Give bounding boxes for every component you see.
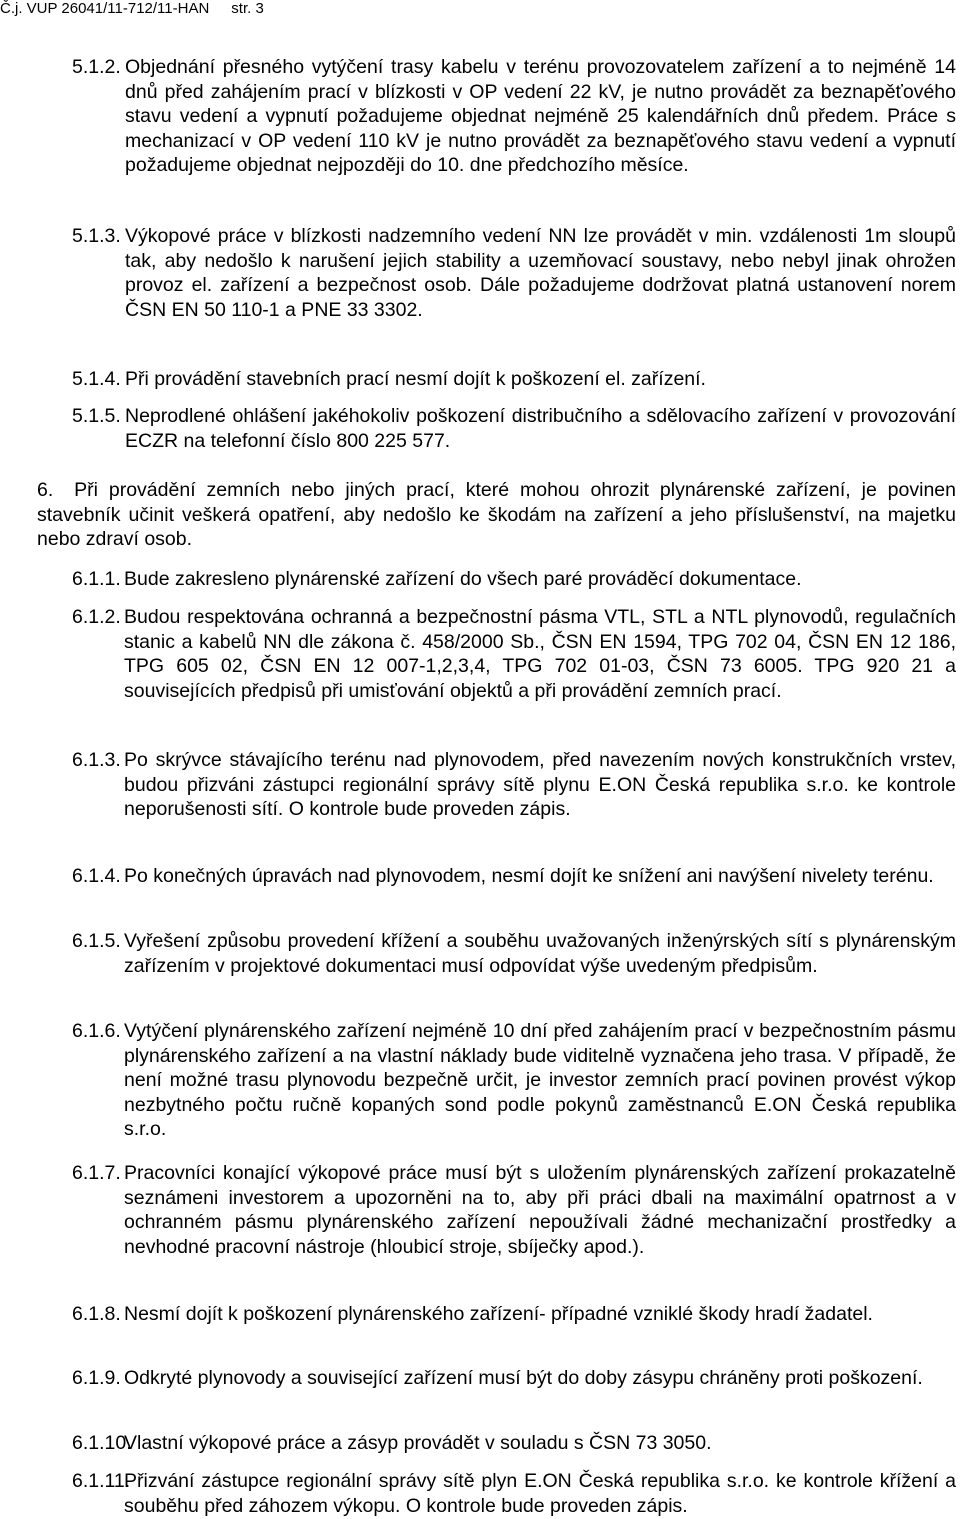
paragraph-text: Vyřešení způsobu provedení křížení a souběhu uvažovaných inženýrských sítí s plynárenským zařízením v projektové dokumentaci musí odpovídat výše uvedeným předpisům. (124, 930, 956, 977)
paragraph-5-1-5 (72, 404, 956, 453)
paragraph-text: Pracovníci konající výkopové práce musí být s uložením plynárenských zařízení prokazatelně seznámeni investorem a upozorněni na to, aby při práci dbali na maximální opatrnost a v ochranném pásmu plynárenského zařízení nepoužívali žádné mechanizační prostředky a nevhodné pracovní nástroje (hloubicí stroje, sbíječky apod.). (124, 1162, 956, 1258)
page-number: str. 3 (231, 0, 264, 17)
paragraph-text: Přizvání zástupce regionální správy sítě plyn E.ON Česká republika s.r.o. ke kontrole křížení a souběhu před záhozem výkopu. O kontrole bude proveden zápis. (124, 1470, 956, 1517)
section-6 (37, 478, 956, 552)
paragraph-number: 5.1.2. (72, 56, 121, 78)
paragraph-6-1-7 (72, 1161, 956, 1259)
paragraph-number: 6.1.5. (72, 930, 121, 952)
paragraph-number: 5.1.5. (72, 405, 121, 427)
paragraph-number: 6.1.1. (72, 568, 121, 590)
paragraph-number: 6.1.2. (72, 606, 121, 628)
paragraph-text: Objednání přesného vytýčení trasy kabelu v terénu provozovatelem zařízení a to nejméně 14 dnů před zahájením prací v blízkosti v OP vedení 22 kV, je nutno provádět za beznapěťového stavu vedení a vypnutí požadujeme objednat nejméně 25 kalendářních dnů předem. Práce s mechanizací v OP vedení 110 kV je nutno provádět za beznapěťového stavu vedení a vypnutí požadujeme objednat nejpozději do 10. dne předchozího měsíce. (125, 56, 956, 177)
paragraph-number: 6.1.3. (72, 749, 121, 771)
paragraph-text: Odkryté plynovody a související zařízení musí být do doby zásypu chráněny proti poškození. (124, 1367, 923, 1389)
paragraph-6-1-11 (72, 1469, 956, 1518)
section-text: Při provádění zemních nebo jiných prací, které mohou ohrozit plynárenské zařízení, je povinen stavebník učinit veškerá opatření, aby nedošlo ke škodám na zařízení a jeho příslušenství, na majetku nebo zdraví osob. (37, 479, 956, 551)
paragraph-6-1-9 (72, 1366, 956, 1391)
paragraph-number: 6.1.10. (72, 1432, 132, 1454)
paragraph-5-1-4 (72, 367, 956, 392)
paragraph-5-1-2 (72, 55, 956, 178)
paragraph-number: 6.1.6. (72, 1020, 121, 1042)
paragraph-6-1-10 (72, 1431, 956, 1456)
paragraph-number: 5.1.4. (72, 368, 121, 390)
document-reference: Č.j. VUP 26041/11-712/11-HAN (0, 0, 210, 17)
paragraph-text: Budou respektována ochranná a bezpečnostní pásma VTL, STL a NTL plynovodů, regulačních stanic a kabelů NN dle zákona č. 458/2000 Sb., ČSN EN 1594, TPG 702 04, ČSN EN 12 186, TPG 605 02, ČSN EN 12 007-1,2,3,4, TPG 702 01-03, ČSN 73 6005. TPG 920 21 a souvisejících předpisů při umisťování objektů a při provádění zemních prací. (124, 606, 956, 702)
paragraph-number: 6.1.11. (72, 1470, 131, 1492)
paragraph-6-1-3 (72, 748, 956, 822)
paragraph-number: 5.1.3. (72, 225, 121, 247)
paragraph-number: 6.1.9. (72, 1367, 121, 1389)
paragraph-text: Po konečných úpravách nad plynovodem, nesmí dojít ke snížení ani navýšení nivelety terénu. (124, 865, 934, 887)
paragraph-text: Neprodlené ohlášení jakéhokoliv poškození distribučního a sdělovacího zařízení v provozování ECZR na telefonní číslo 800 225 577. (125, 405, 956, 452)
paragraph-text: Výkopové práce v blízkosti nadzemního vedení NN lze provádět v min. vzdálenosti 1m sloupů tak, aby nedošlo k narušení jejich stability a uzemňovací soustavy, nebo nebyl jinak ohrožen provoz el. zařízení a bezpečnost osob. Dále požadujeme dodržovat platná ustanovení norem ČSN EN 50 110-1 a PNE 33 3302. (125, 225, 956, 321)
section-number: 6. (37, 479, 54, 501)
page-header (0, 0, 264, 18)
paragraph-6-1-1 (72, 567, 956, 592)
paragraph-6-1-4 (72, 864, 956, 889)
paragraph-text: Po skrývce stávajícího terénu nad plynovodem, před navezením nových konstrukčních vrstev, budou přizváni zástupci regionální správy sítě plynu E.ON Česká republika s.r.o. ke kontrole neporušenosti sítí. O kontrole bude proveden zápis. (124, 749, 956, 821)
paragraph-number: 6.1.4. (72, 865, 121, 887)
paragraph-text: Vlastní výkopové práce a zásyp provádět v souladu s ČSN 73 3050. (124, 1432, 712, 1454)
paragraph-text: Bude zakresleno plynárenské zařízení do všech paré prováděcí dokumentace. (124, 568, 802, 590)
paragraph-number: 6.1.8. (72, 1303, 121, 1325)
paragraph-text: Nesmí dojít k poškození plynárenského zařízení- případné vzniklé škody hradí žadatel. (124, 1303, 873, 1325)
paragraph-text: Při provádění stavebních prací nesmí dojít k poškození el. zařízení. (125, 368, 706, 390)
paragraph-text: Vytýčení plynárenského zařízení nejméně 10 dní před zahájením prací v bezpečnostním pásmu plynárenského zařízení a na vlastní náklady bude viditelně vyznačena jeho trasa. V případě, že není možné trasu plynovodu bezpečně určit, je investor zemních prací povinen provést výkop nezbytného počtu ručně kopaných sond podle pokynů zaměstnanců E.ON Česká republika s.r.o. (124, 1020, 956, 1141)
paragraph-6-1-2 (72, 605, 956, 703)
paragraph-5-1-3 (72, 224, 956, 322)
paragraph-6-1-6 (72, 1019, 956, 1142)
paragraph-6-1-5 (72, 929, 956, 978)
paragraph-number: 6.1.7. (72, 1162, 121, 1184)
paragraph-6-1-8 (72, 1302, 956, 1327)
